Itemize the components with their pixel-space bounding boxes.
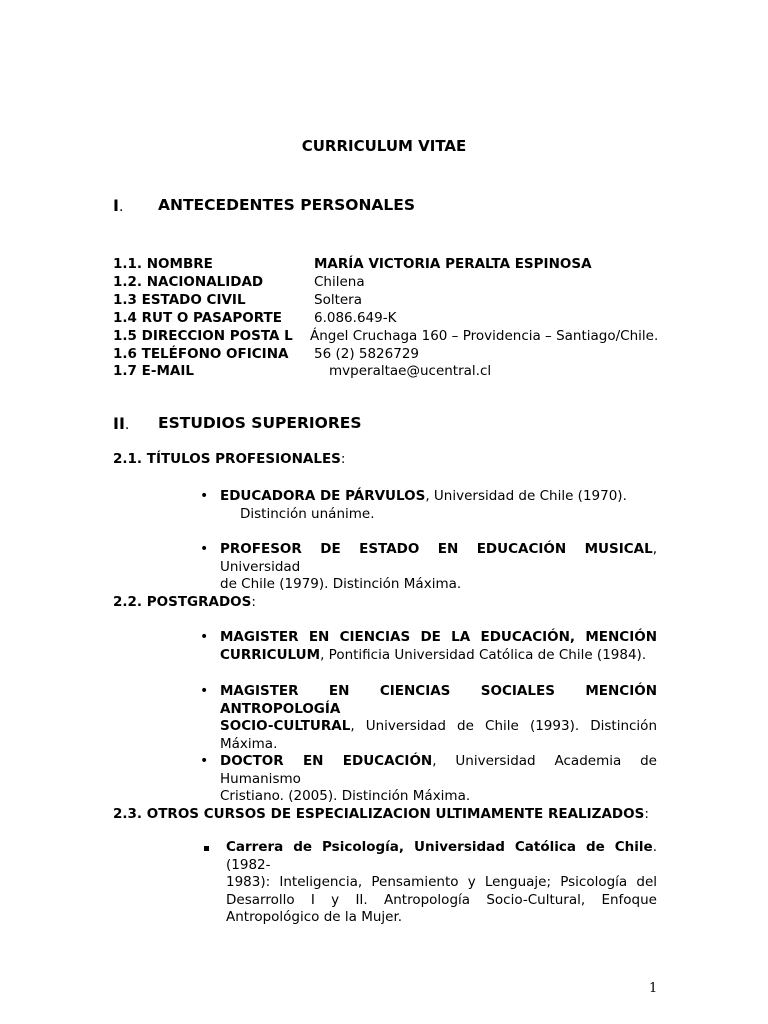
section-2-title: ESTUDIOS SUPERIORES	[158, 414, 362, 432]
document-title: CURRICULUM VITAE	[301, 137, 467, 155]
postgrado-item-3: DOCTOR EN EDUCACIÓN, Universidad Academia de Humanismo Cristiano. (2005). Distinción Máxima.	[220, 753, 657, 804]
subheading-titulos: 2.1. TÍTULOS PROFESIONALES:	[113, 451, 346, 467]
square-bullet-icon	[204, 846, 209, 851]
titulo-item-1: EDUCADORA DE PÁRVULOS, Universidad de Chile (1970). Distinción unánime.	[220, 488, 627, 522]
section-2-number: II.	[113, 414, 130, 433]
section-1-number: I.	[113, 196, 124, 215]
bullet-icon: •	[200, 488, 209, 504]
bullet-icon: •	[200, 629, 209, 645]
subheading-otros-cursos: 2.3. OTROS CURSOS DE ESPECIALIZACION ULTIMAMENTE REALIZADOS:	[113, 806, 649, 822]
page-number: 1	[649, 981, 658, 996]
bullet-icon: •	[200, 683, 209, 699]
otros-cursos-item: Carrera de Psicología, Universidad Católica de Chile. (1982- 1983): Inteligencia, Pensamiento y Lenguaje; Psicología del Desarrollo I y II. Antropología Socio-Cultural, Enfoque Antropológico de la Mujer.	[226, 839, 657, 925]
postgrado-item-1: MAGISTER EN CIENCIAS DE LA EDUCACIÓN, MENCIÓN CURRICULUM, Pontificia Universidad Católica de Chile (1984).	[220, 629, 657, 663]
email-link[interactable]: mvperaltae@ucentral.cl	[329, 363, 492, 379]
postgrado-item-2: MAGISTER EN CIENCIAS SOCIALES MENCIÓN ANTROPOLOGÍA SOCIO-CULTURAL, Universidad de Chile (1993). Distinción Máxima.	[220, 683, 657, 752]
section-1-title: ANTECEDENTES PERSONALES	[158, 196, 416, 214]
subheading-postgrados: 2.2. POSTGRADOS:	[113, 594, 256, 610]
bullet-icon: •	[200, 753, 209, 769]
bullet-icon: •	[200, 541, 209, 557]
titulo-item-2: PROFESOR DE ESTADO EN EDUCACIÓN MUSICAL, Universidad de Chile (1979). Distinción Máxima.	[220, 541, 657, 592]
